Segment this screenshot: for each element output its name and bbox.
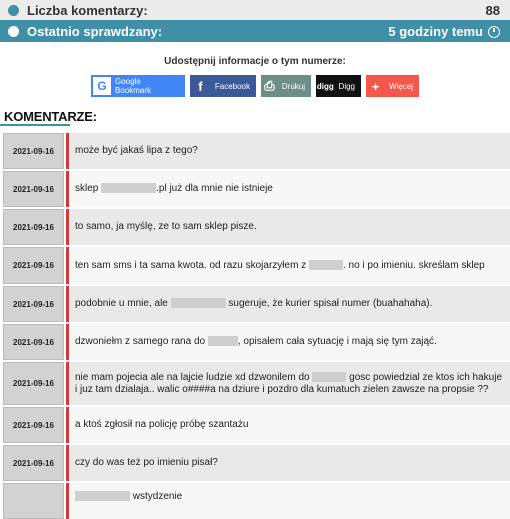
redacted-text [312, 372, 346, 382]
comment-row [0, 247, 510, 284]
comment-text: to samo, ja myślę, ze to sam sklep pisze. [69, 209, 510, 245]
comment-text: wstydzenie [69, 483, 510, 519]
last-checked-label: Ostatnio sprawdzany: [27, 23, 163, 39]
comment-date: 2021-09-16 [3, 407, 64, 443]
comment-row [0, 286, 510, 322]
comment-row [0, 362, 510, 405]
comment-text: ten sam sms i ta sama kwota. od razu skojarzyłem z . no i po imieniu. skreślam sklep [69, 247, 510, 284]
share-title: Udostępnij informacje o tym numerze: [164, 56, 346, 67]
redacted-text [171, 298, 226, 308]
facebook-icon: f [198, 78, 203, 94]
comment-row [0, 171, 510, 207]
bullet-icon [8, 26, 19, 37]
comment-date: 2021-09-16 [3, 445, 64, 481]
comment-text: może być jakaś lipa z tego? [69, 133, 510, 169]
print-button[interactable]: ⎙ Drukuj [261, 75, 311, 97]
comment-date: 2021-09-16 [3, 324, 64, 360]
comment-row [0, 483, 510, 519]
digg-icon: digg [316, 81, 334, 91]
comments-section-title: KOMENTARZE: [4, 109, 97, 124]
comment-text: czy do was też po imieniu pisał? [69, 445, 510, 481]
bullet-icon [8, 5, 19, 16]
last-checked-value: 5 godziny temu [388, 23, 483, 39]
comments-count-label: Liczba komentarzy: [27, 2, 148, 18]
comment-date: 2021-09-16 [3, 286, 64, 322]
comment-text: dzwoniełm z samego rana do , opisałem cała sytuację i mają się tym zająć. [69, 324, 510, 360]
facebook-button[interactable]: f Facebook [190, 75, 256, 97]
comments-list [0, 133, 510, 519]
google-icon: G [93, 77, 111, 95]
comment-text: podobnie u mnie, ale sugeruje, że kurier spisał numer (buahahaha). [69, 286, 510, 322]
comment-row [0, 209, 510, 245]
printer-icon: ⎙ [264, 78, 275, 93]
comment-text: nie mam pojecia ale na lajcie ludzie xd dzwonilem do gosc powiedzial ze ktos ich hakuje i juz tam dzialaja.. walic o####a na dziure i pozdro dla kumatuch zielen zawsze na propsie ?? [69, 362, 510, 405]
comment-date: 2021-09-16 [3, 247, 64, 284]
share-bar [0, 75, 510, 97]
comment-date [3, 483, 64, 519]
plus-icon: + [371, 78, 380, 94]
comment-date: 2021-09-16 [3, 133, 64, 169]
comment-date: 2021-09-16 [3, 362, 64, 405]
more-button[interactable]: + Więcej [366, 75, 419, 97]
stat-last-checked [0, 20, 510, 42]
comment-row [0, 133, 510, 169]
redacted-text [309, 260, 343, 270]
comment-row [0, 407, 510, 443]
redacted-text [208, 336, 238, 346]
comment-row [0, 445, 510, 481]
clock-icon [488, 26, 500, 38]
digg-button[interactable]: digg Digg [316, 75, 361, 97]
stat-comments-count [0, 0, 510, 20]
comment-date: 2021-09-16 [3, 209, 64, 245]
google-bookmark-button[interactable]: G Google Bookmark [91, 75, 185, 97]
redacted-text [75, 491, 130, 501]
comment-row [0, 324, 510, 360]
comment-date: 2021-09-16 [3, 171, 64, 207]
comment-text: sklep .pl już dla mnie nie istnieje [69, 171, 510, 207]
comments-count-value: 88 [485, 2, 500, 18]
comment-text: a ktoś zgłosił na policję próbę szantażu [69, 407, 510, 443]
redacted-text [101, 183, 156, 193]
section-underline [0, 124, 70, 126]
